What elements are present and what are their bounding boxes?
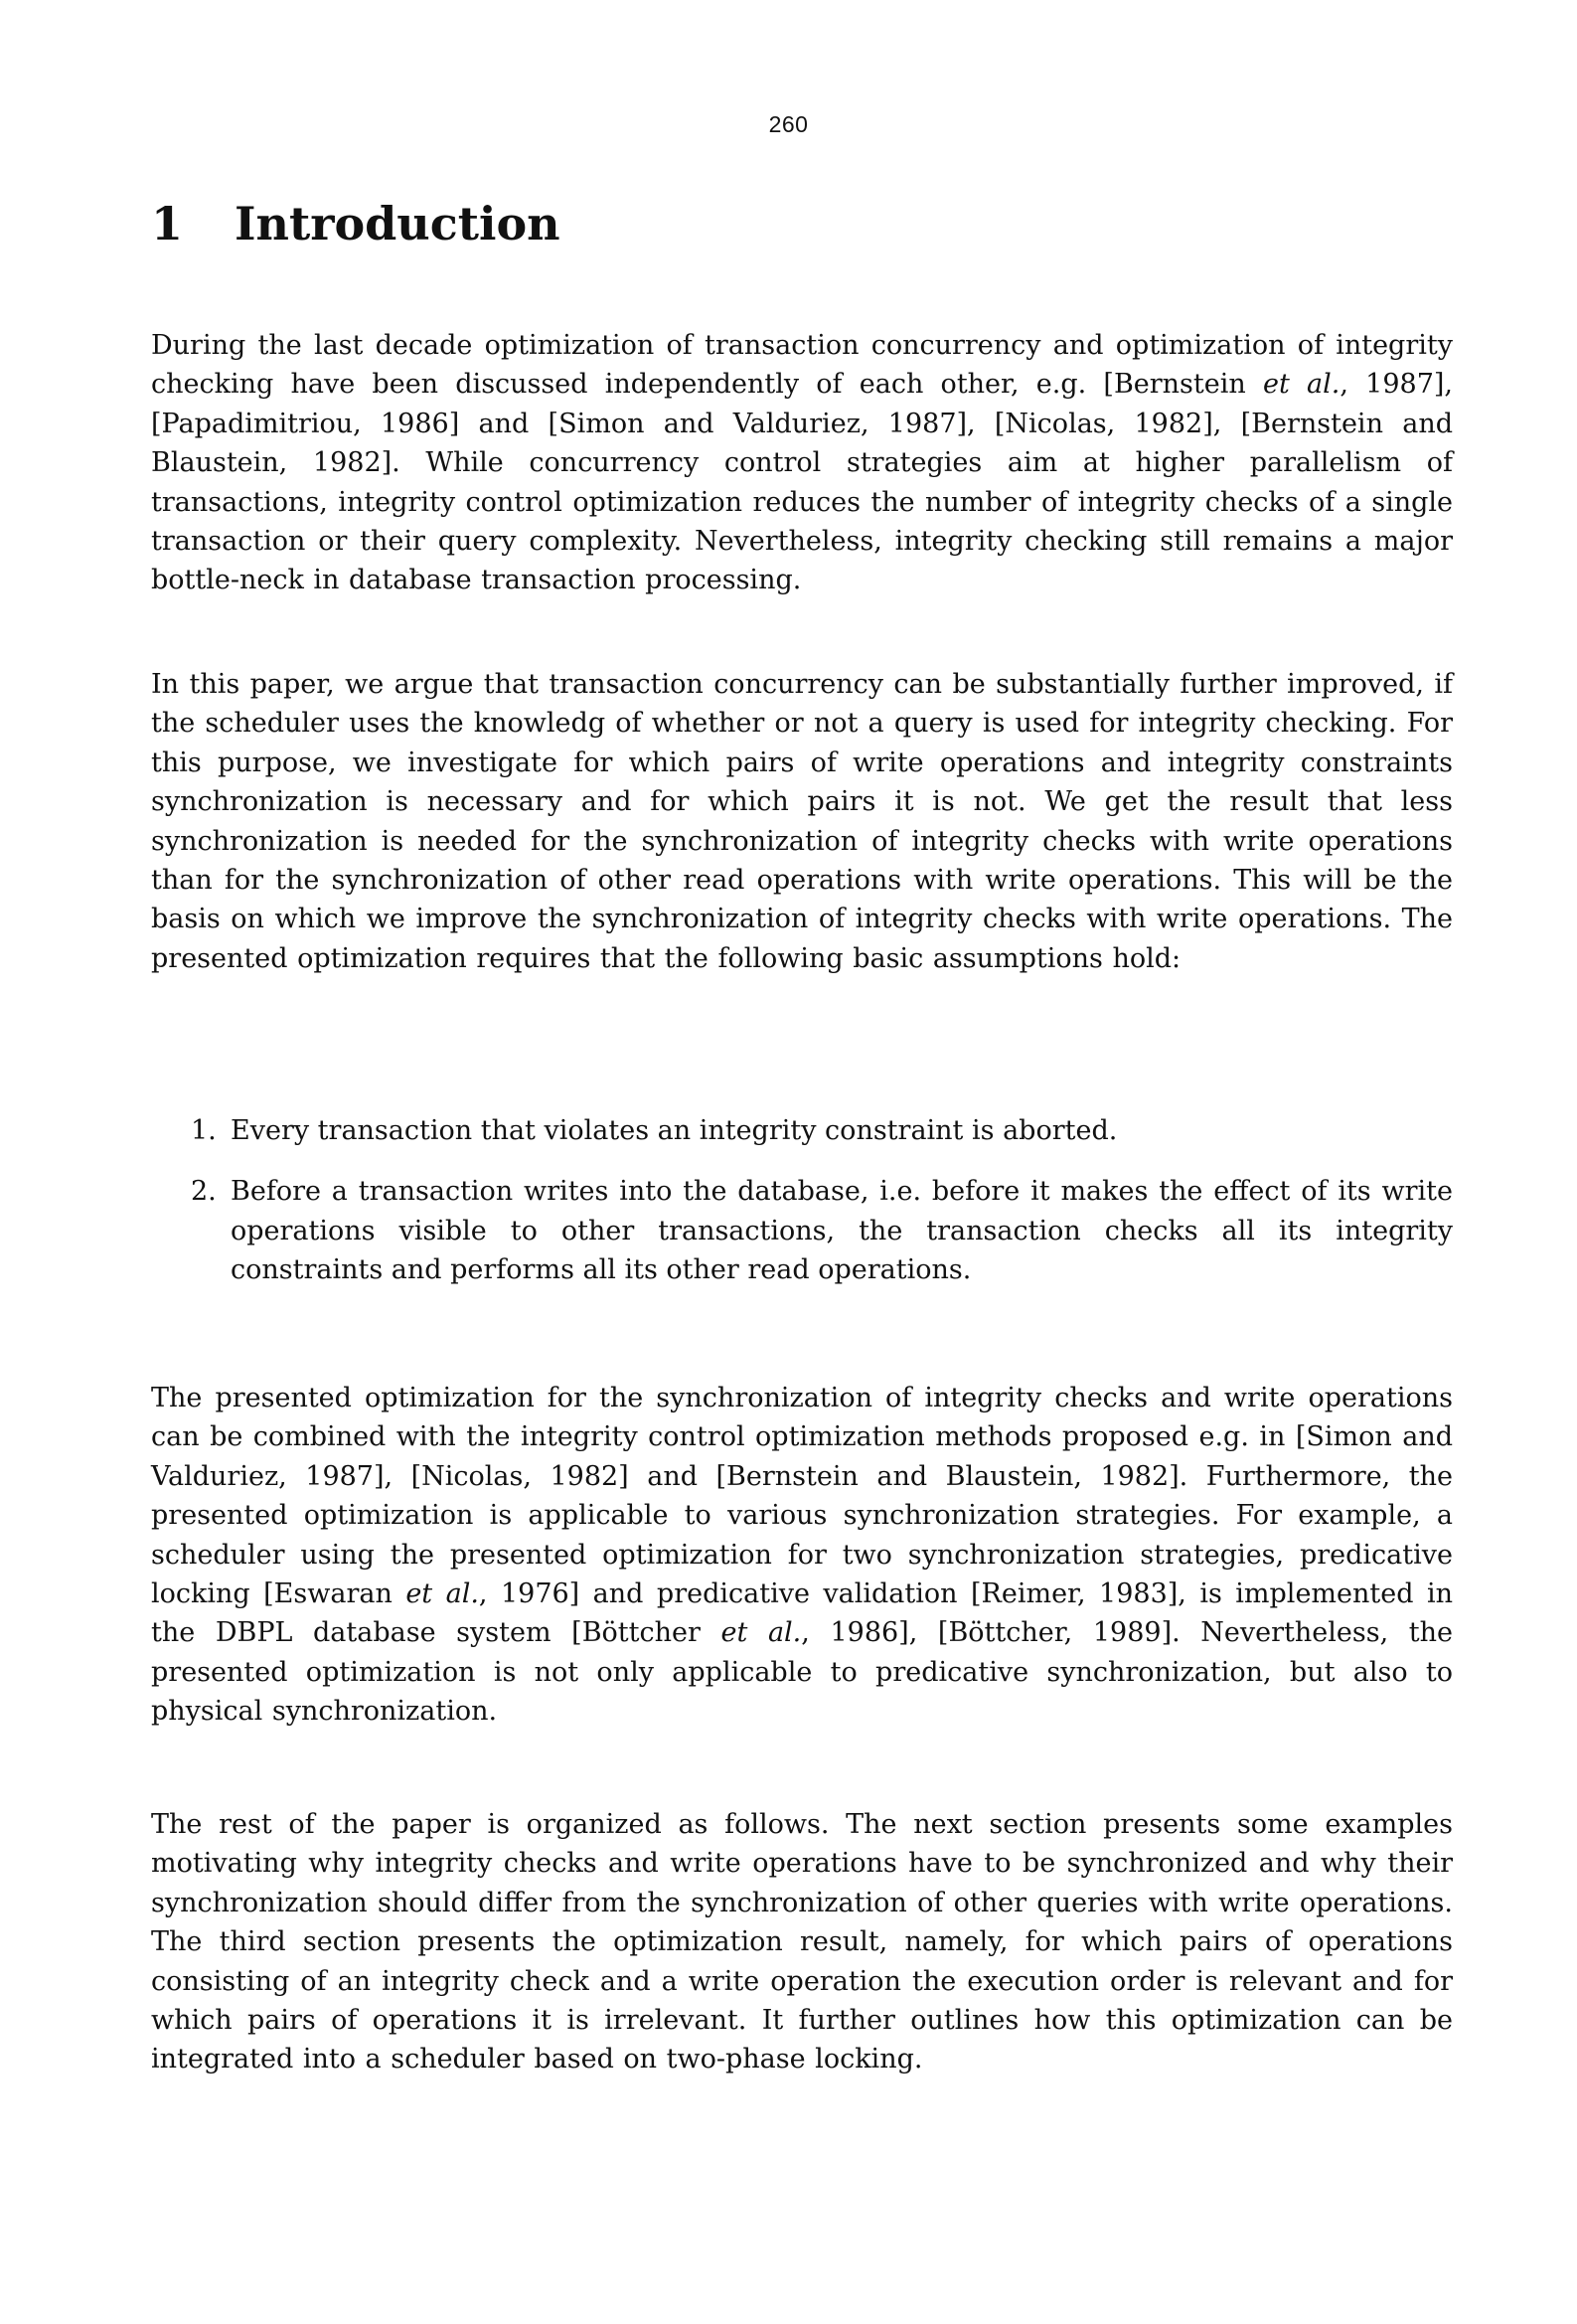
- p3-text-1: The presented optimization for the synchronization of integrity checks and write operations can be combined with the integrity control optimization methods proposed e.g. in [Simon and Valduriez, 1987], [Nicolas, 1982] and [Bernstein and Blaustein, 1982]. Furthermore, the presented optimization is applicable to various synchronization strategies. For example, a scheduler using the presented optimization for two synchronization strategies, predicative locking [Eswaran: [151, 1383, 1453, 1610]
- intro-paragraph-3: [151, 1379, 1453, 1732]
- section-number: 1: [151, 197, 184, 250]
- assumptions-list: [191, 1111, 1453, 1312]
- list-marker: 1.: [191, 1115, 217, 1146]
- p3-text-3: , 1986], [Böttcher, 1989]. Nevertheless, the presented optimization is not only applicable to predicative synchronization, but also to physical synchronization.: [151, 1617, 1453, 1728]
- list-item-text: Before a transaction writes into the database, i.e. before it makes the effect of its write operations visible to other transactions, the transaction checks all its integrity constraints and performs all its other read operations.: [231, 1176, 1453, 1286]
- list-item: [191, 1172, 1453, 1289]
- list-item-text: Every transaction that violates an integrity constraint is aborted.: [231, 1115, 1118, 1146]
- section-title: Introduction: [235, 197, 560, 250]
- page-number: 260: [768, 111, 809, 137]
- intro-paragraph-4: The rest of the paper is organized as follows. The next section presents some examples motivating why integrity checks and write operations have to be synchronized and why their synchronization should differ from the synchronization of other queries with write operations. The third section presents the optimization result, namely, for which pairs of operations consisting of an integrity check and a write operation the execution order is relevant and for which pairs of operations it is irrelevant. It further outlines how this optimization can be integrated into a scheduler based on two-phase locking.: [151, 1809, 1453, 2075]
- section-heading: [151, 199, 560, 249]
- p1-text-2: , 1987], [Papadimitriou, 1986] and [Simon and Valduriez, 1987], [Nicolas, 1982], [Bernstein and Blaustein, 1982]. While concurrency control strategies aim at higher parallelism of transactions, integrity control optimization reduces the number of integrity checks of a single transaction or their query complexity. Nevertheless, integrity checking still remains a major bottle-neck in database transaction processing.: [151, 369, 1453, 596]
- list-item: [191, 1111, 1453, 1150]
- intro-paragraph-2: In this paper, we argue that transaction concurrency can be substantially further improved, if the scheduler uses the knowledg of whether or not a query is used for integrity checking. For this purpose, we investigate for which pairs of write operations and integrity constraints synchronization is necessary and for which pairs it is not. We get the result that less synchronization is needed for the synchronization of integrity checks with write operations than for the synchronization of other read operations with write operations. This will be the basis on which we improve the synchronization of integrity checks with write operations. The presented optimization requires that the following basic assumptions hold:: [151, 669, 1453, 974]
- list-marker: 2.: [191, 1176, 217, 1208]
- p1-et-al: et al.: [1263, 369, 1340, 401]
- p3-text-2: , 1976] and predicative validation [Reimer, 1983], is implemented in the DBPL database system [Böttcher: [151, 1578, 1453, 1649]
- intro-paragraph-1: [151, 326, 1453, 600]
- p3-et-al-2: et al.: [720, 1617, 802, 1649]
- p3-et-al-1: et al.: [405, 1578, 479, 1610]
- p1-text-1: During the last decade optimization of transaction concurrency and optimization of integrity checking have been discussed independently of each other, e.g. [Bernstein: [151, 330, 1453, 401]
